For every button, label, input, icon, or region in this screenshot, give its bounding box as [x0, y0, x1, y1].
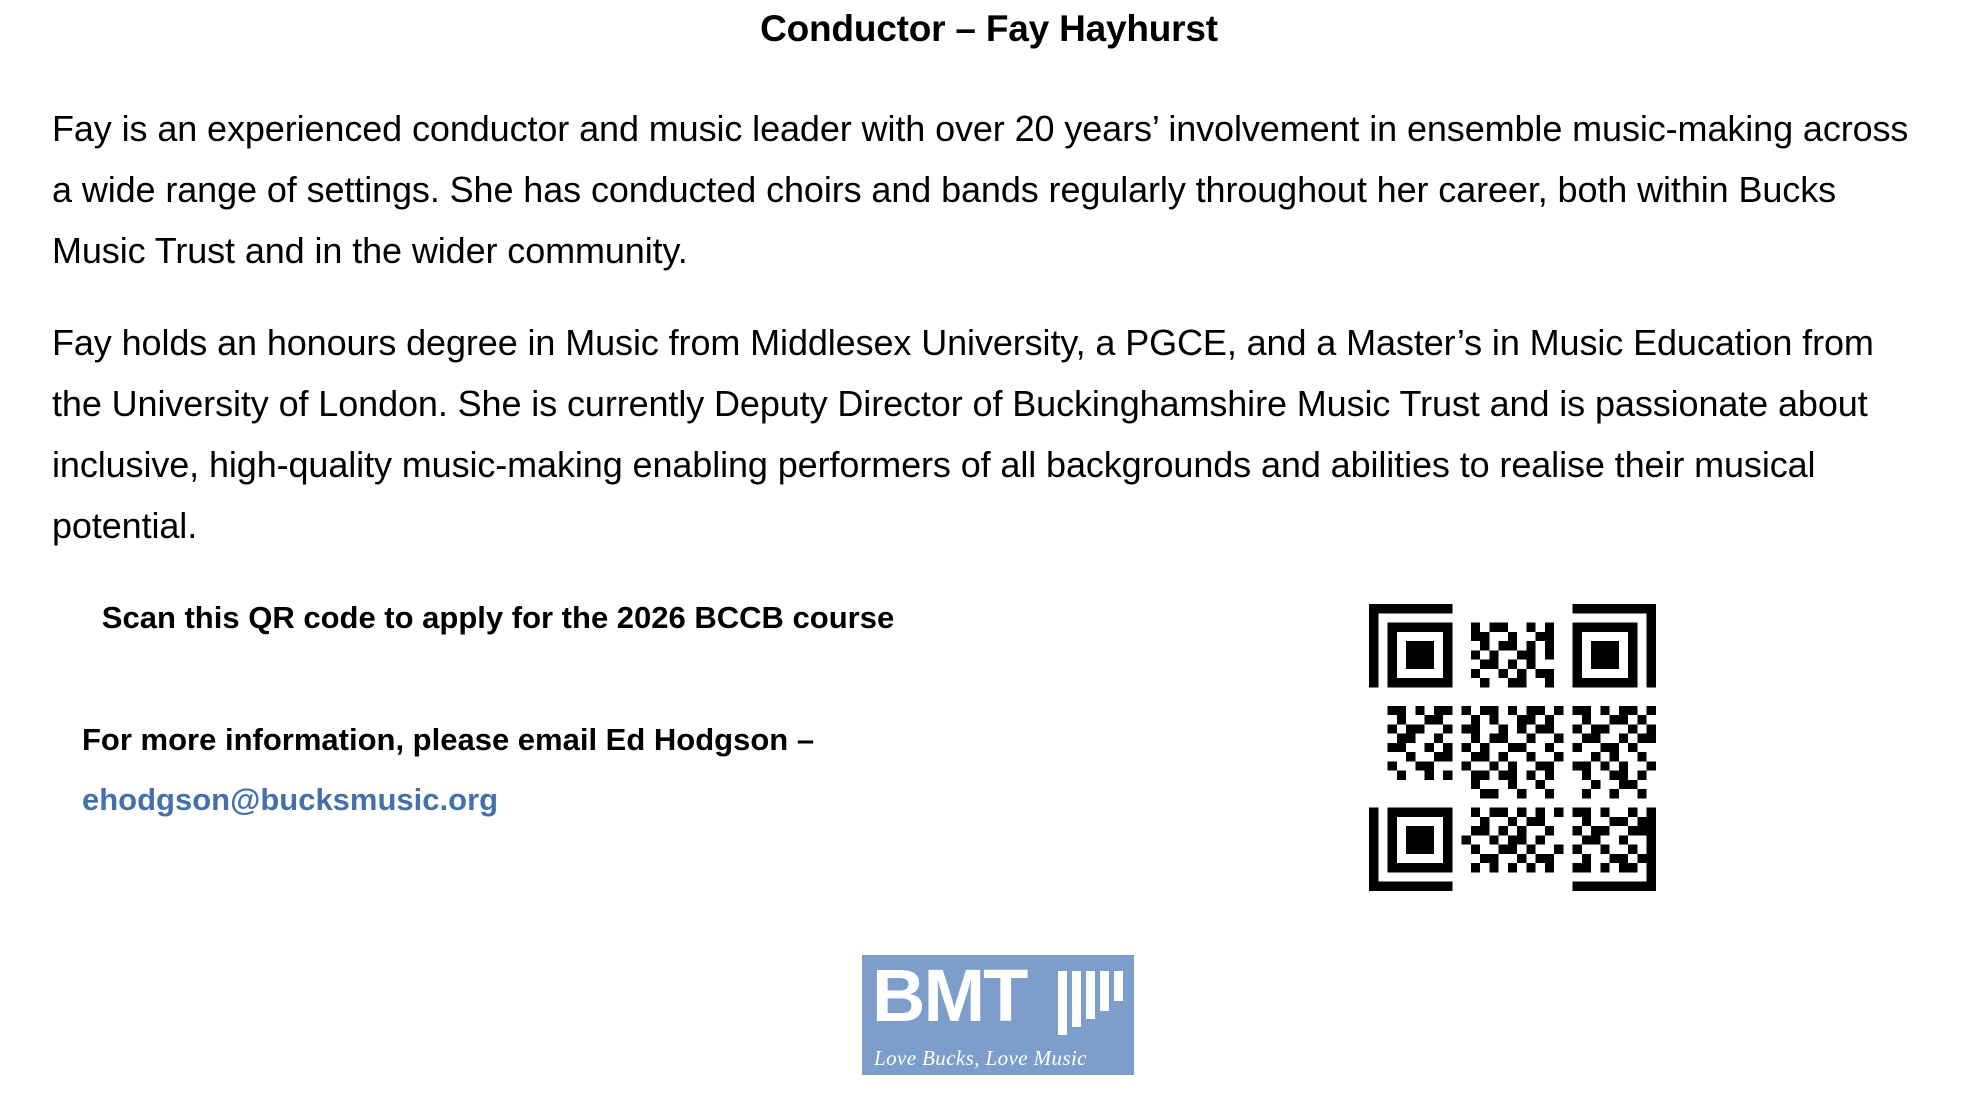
paragraph-2: Fay holds an honours degree in Music from Middlesex University, a PGCE, and a Master’s in Music Education from the University of London. She is currently Deputy Director of Buckinghamshire Music Trust and is passionate about inclusive, high-quality music-making enabling performers of all backgrounds and abilities to realise their musical potential.: [52, 322, 1874, 546]
qr-instruction-text: Scan this QR code to apply for the 2026 BCCB course: [101, 600, 895, 635]
contact-line: [78, 710, 918, 830]
bmt-logo-icon: [862, 955, 1134, 1075]
contact-prefix-text: For more information, please email Ed Hodgson –: [82, 722, 815, 757]
body-text: [52, 98, 1932, 587]
qr-code-icon[interactable]: [1360, 595, 1665, 900]
page-title: Conductor – Fay Hayhurst: [760, 8, 1218, 49]
piano-keys-icon: [1058, 971, 1124, 1035]
paragraph-1: Fay is an experienced conductor and music leader with over 20 years’ involvement in ensemble music-making across a wide range of settings. She has conducted choirs and bands regularly throughout her career, both within Bucks Music Trust and in the wider community.: [52, 108, 1909, 271]
email-link[interactable]: ehodgson@bucksmusic.org: [82, 782, 499, 817]
logo-tagline: Love Bucks, Love Music: [874, 1046, 1087, 1070]
call-to-action: [78, 588, 958, 830]
logo-wordmark: BMT: [872, 955, 1027, 1037]
logo-background: [862, 955, 1134, 1075]
